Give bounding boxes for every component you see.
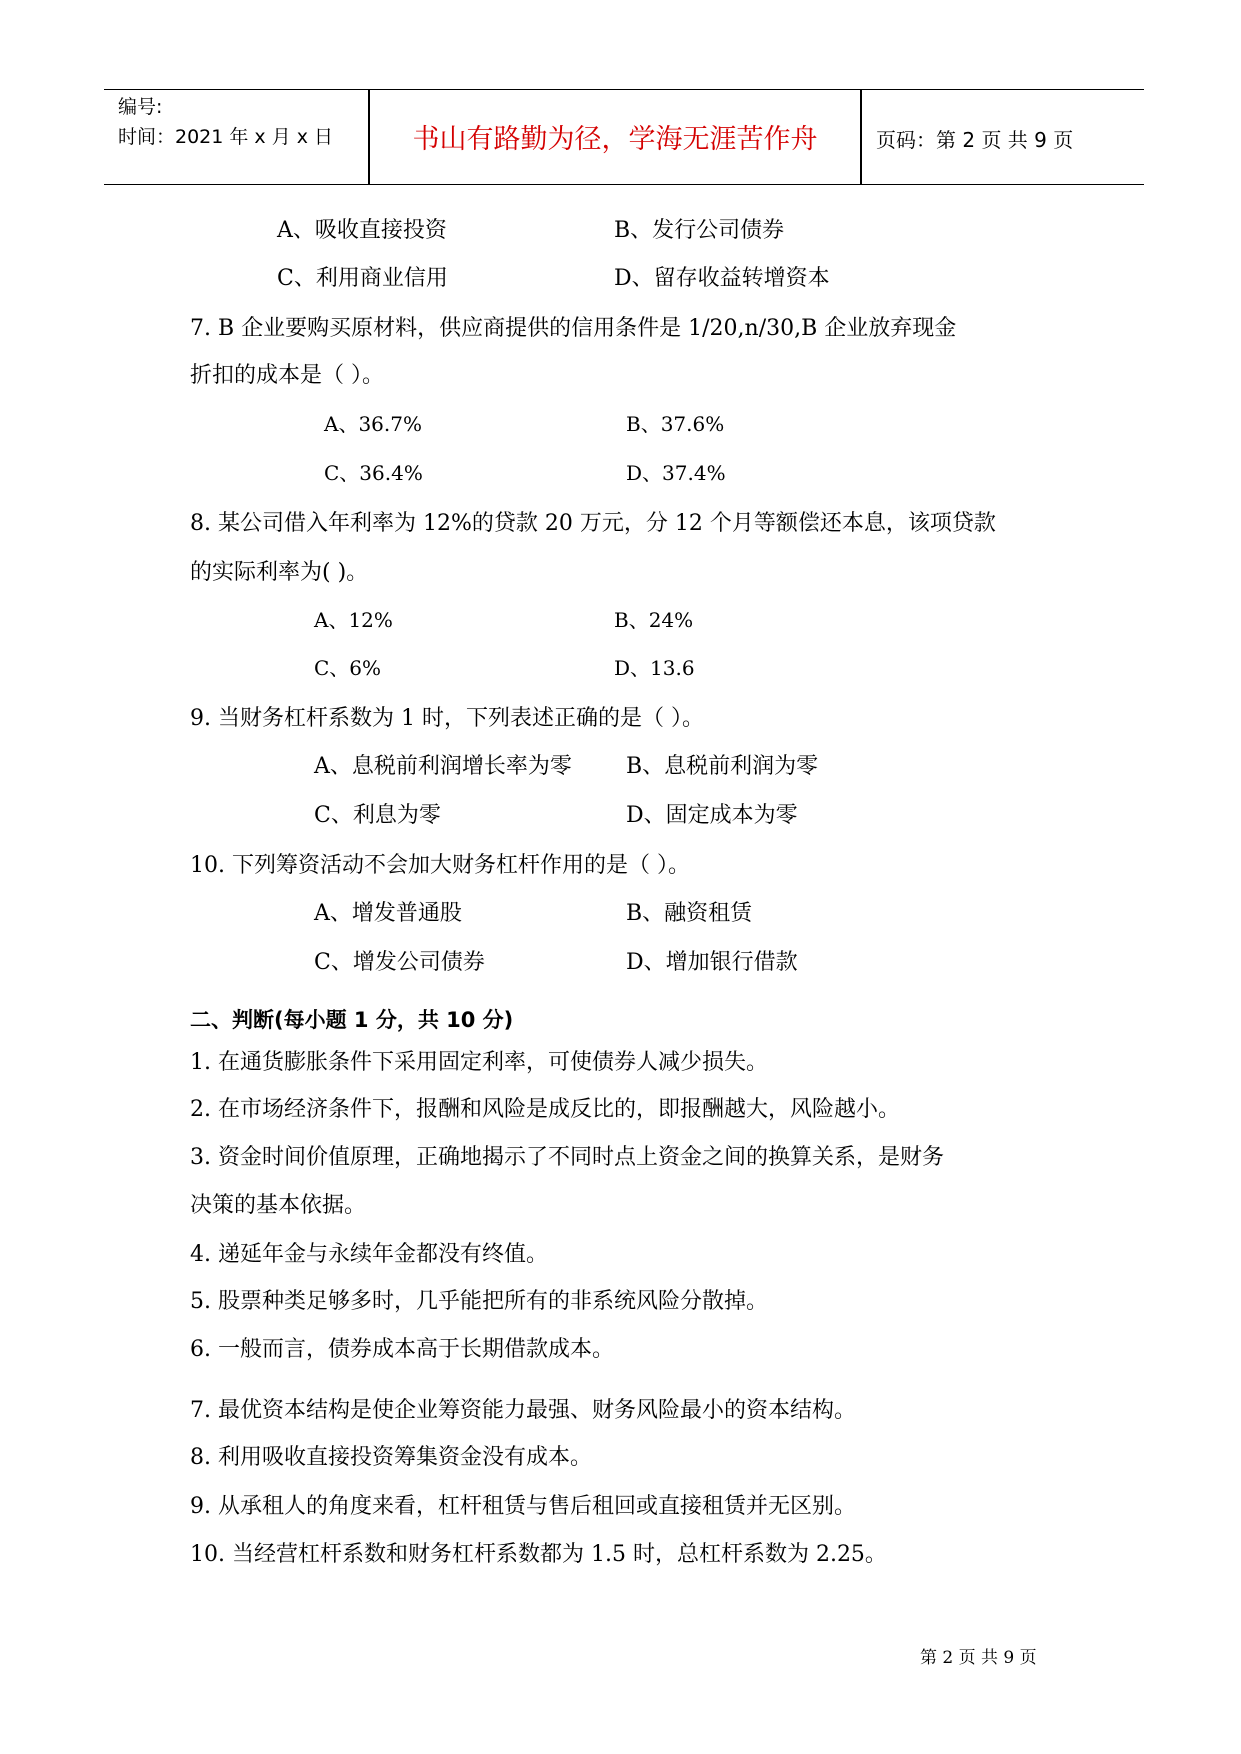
q9-option-b: B、息税前利润为零: [626, 754, 819, 779]
section2-title: 二、判断(每小题 1 分，共 10 分): [190, 1008, 514, 1032]
q8-text-line1: 8. 某公司借入年利率为 12%的贷款 20 万元，分 12 个月等额偿还本息，该项贷款: [190, 511, 996, 536]
q7-option-d: D、37.4%: [626, 461, 726, 485]
header-page-label: 页码：第 2 页 共 9 页: [876, 128, 1074, 152]
judgment-item: 7. 最优资本结构是使企业筹资能力最强、财务风险最小的资本结构。: [190, 1398, 856, 1423]
q10-option-b: B、融资租赁: [626, 901, 753, 926]
q7-text-line1: 7. B 企业要购买原材料，供应商提供的信用条件是 1/20,n/30,B 企业放弃现金: [190, 316, 957, 341]
judgment-item: 5. 股票种类足够多时，几乎能把所有的非系统风险分散掉。: [190, 1289, 768, 1314]
header-divider: [860, 89, 862, 184]
judgment-item: 10. 当经营杠杆系数和财务杠杆系数都为 1.5 时，总杠杆系数为 2.25。: [190, 1542, 887, 1567]
header-time-label: 时间：2021 年 x 月 x 日: [118, 126, 334, 148]
q9-option-d: D、固定成本为零: [626, 803, 798, 828]
q10-option-d: D、增加银行借款: [626, 950, 798, 975]
q8-option-c: C、6%: [314, 656, 382, 680]
q6-option-b: B、发行公司债券: [614, 218, 785, 243]
q8-option-b: B、24%: [614, 608, 694, 632]
q9-option-a: A、息税前利润增长率为零: [314, 754, 572, 779]
judgment-item: 2. 在市场经济条件下，报酬和风险是成反比的，即报酬越大，风险越小。: [190, 1097, 900, 1122]
header-number-label: 编号:: [118, 96, 163, 118]
q8-text-line2: 的实际利率为( )。: [190, 560, 369, 585]
q10-text: 10. 下列筹资活动不会加大财务杠杆作用的是（ ）。: [190, 853, 690, 878]
judgment-item: 8. 利用吸收直接投资筹集资金没有成本。: [190, 1445, 592, 1470]
q9-option-c: C、利息为零: [314, 803, 441, 828]
q6-option-a: A、吸收直接投资: [277, 218, 447, 243]
q7-text-line2: 折扣的成本是（ ）。: [190, 363, 384, 388]
judgment-item: 3. 资金时间价值原理，正确地揭示了不同时点上资金之间的换算关系，是财务: [190, 1145, 944, 1170]
judgment-item: 6. 一般而言，债券成本高于长期借款成本。: [190, 1337, 614, 1362]
q10-option-c: C、增发公司债券: [314, 950, 485, 975]
judgment-item: 4. 递延年金与永续年金都没有终值。: [190, 1242, 548, 1267]
judgment-item: 决策的基本依据。: [190, 1193, 367, 1218]
q7-option-c: C、36.4%: [324, 461, 423, 485]
page-footer: 第 2 页 共 9 页: [920, 1648, 1037, 1668]
q8-option-d: D、13.6: [614, 656, 695, 680]
q7-option-b: B、37.6%: [626, 412, 725, 436]
q6-option-c: C、利用商业信用: [277, 266, 448, 291]
q7-option-a: A、36.7%: [324, 412, 422, 436]
q6-option-d: D、留存收益转增资本: [614, 266, 830, 291]
q8-option-a: A、12%: [314, 608, 393, 632]
judgment-item: 1. 在通货膨胀条件下采用固定利率，可使债券人减少损失。: [190, 1050, 768, 1075]
q10-option-a: A、增发普通股: [314, 901, 462, 926]
header-meta: [118, 92, 333, 152]
header-motto: 书山有路勤为径，学海无涯苦作舟: [412, 124, 818, 155]
q9-text: 9. 当财务杠杆系数为 1 时，下列表述正确的是（ ）。: [190, 706, 704, 731]
judgment-item: 9. 从承租人的角度来看，杠杆租赁与售后租回或直接租赁并无区别。: [190, 1494, 856, 1519]
